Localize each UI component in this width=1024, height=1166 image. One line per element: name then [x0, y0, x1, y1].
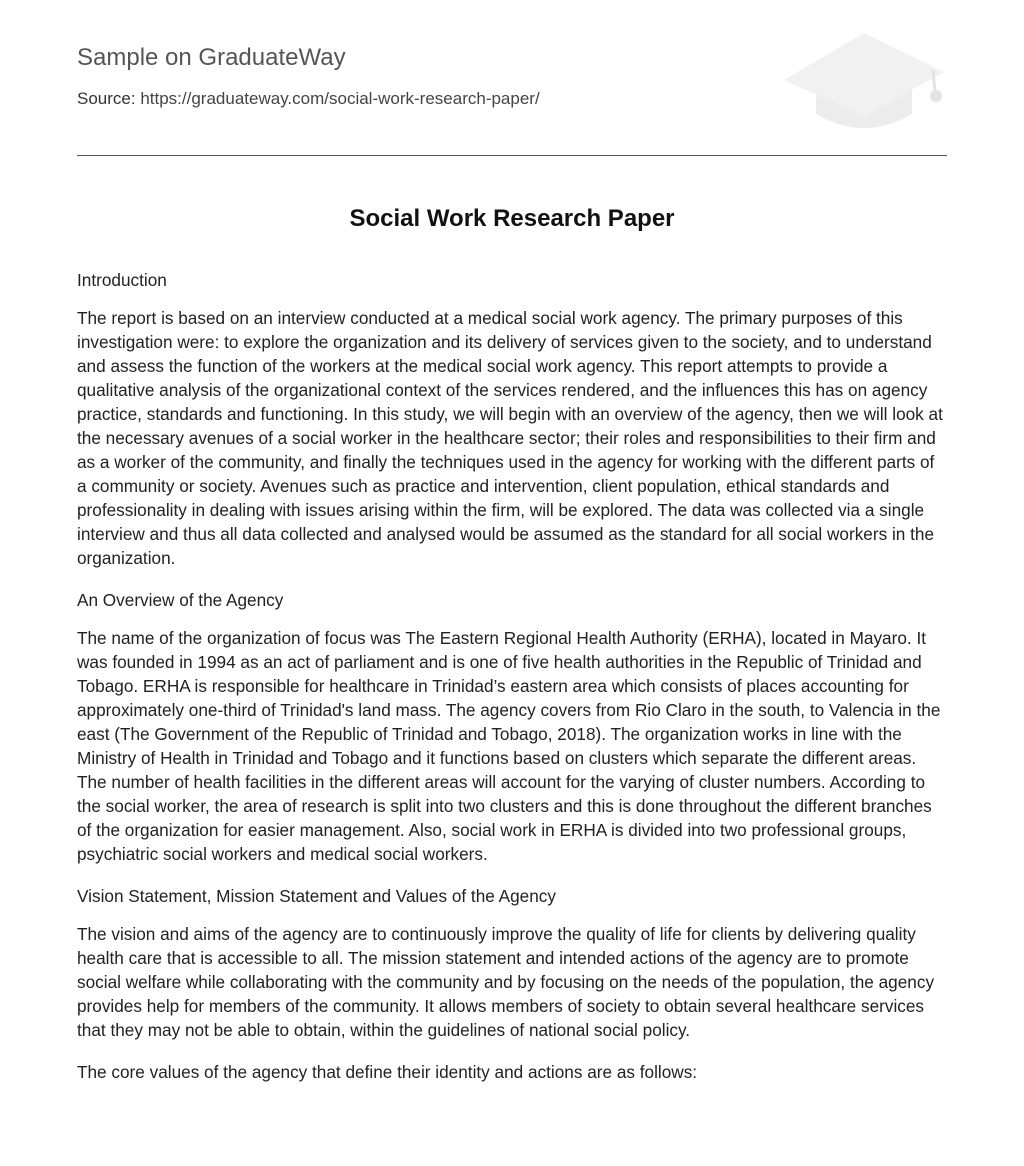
paragraph: The core values of the agency that define their identity and actions are as follows:: [77, 1062, 698, 1082]
graduation-cap-icon: [781, 30, 947, 132]
section-heading-introduction: Introduction: [77, 270, 167, 290]
section-heading-overview: An Overview of the Agency: [77, 590, 284, 610]
site-title: Sample on GraduateWay: [77, 44, 346, 71]
section-heading-vision: Vision Statement, Mission Statement and Values of the Agency: [77, 886, 556, 906]
source-link[interactable]: https://graduateway.com/social-work-research-paper/: [140, 89, 540, 108]
source-line: [77, 89, 540, 109]
paragraph: The report is based on an interview conducted at a medical social work agency. The primary purposes of this investigation were: to explore the organization and its delivery of services given to the society, and to understand and assess the function of the workers at the medical social work agency. This report attempts to provide a qualitative analysis of the organizational context of the services rendered, and the influences this has on agency practice, standards and functioning. In this study, we will begin with an overview of the agency, then we will look at the necessary avenues of a social worker in the healthcare sector; their roles and responsibilities to their firm and as a worker of the community, and finally the techniques used in the agency for working with the different parts of a community or society. Avenues such as practice and intervention, client population, ethical standards and professionality in dealing with issues arising within the firm, will be explored. The data was collected via a single interview and thus all data collected and analysed would be assumed as the standard for all social workers in the organization.: [77, 308, 943, 568]
paragraph: The name of the organization of focus was The Eastern Regional Health Authority (ERHA), located in Mayaro. It was founded in 1994 as an act of parliament and is one of five health authorities in the Republic of Trinidad and Tobago. ERHA is responsible for healthcare in Trinidad’s eastern area which consists of places accounting for approximately one-third of Trinidad's land mass. The agency covers from Rio Claro in the south, to Valencia in the east (The Government of the Republic of Trinidad and Tobago, 2018). The organization works in line with the Ministry of Health in Trinidad and Tobago and it functions based on clusters which separate the different areas. The number of health facilities in the different areas will account for the varying of cluster numbers. According to the social worker, the area of research is split into two clusters and this is done throughout the different branches of the organization for easier management. Also, social work in ERHA is divided into two professional groups, psychiatric social workers and medical social workers.: [77, 628, 941, 864]
document-title: Social Work Research Paper: [349, 205, 675, 232]
header-divider: [77, 155, 947, 156]
paragraph: The vision and aims of the agency are to continuously improve the quality of life for clients by delivering quality health care that is accessible to all. The mission statement and intended actions of the agency are to promote social welfare while collaborating with the community and by focusing on the needs of the population, the agency provides help for members of the community. It allows members of society to obtain several healthcare services that they may not be able to obtain, within the guidelines of national social policy.: [77, 924, 935, 1040]
source-label: Source:: [77, 89, 136, 108]
document-body: [77, 268, 947, 1102]
